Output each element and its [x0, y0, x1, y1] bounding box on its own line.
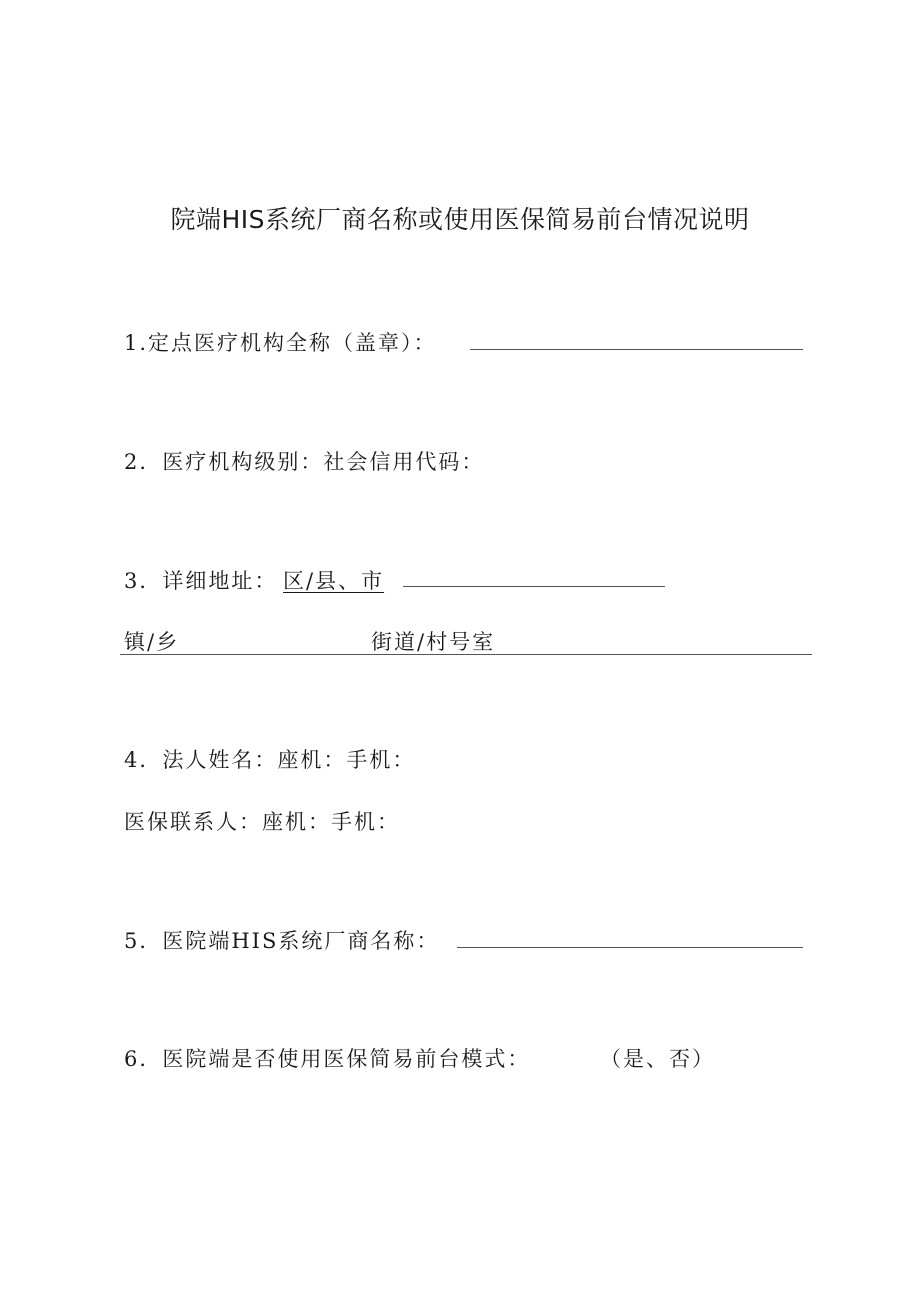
item-3-address-blank-line[interactable]: [403, 586, 665, 587]
item-5-blank-line[interactable]: [457, 947, 803, 948]
item-6-options: （是、否）: [600, 1047, 715, 1071]
item-3-town: 镇/乡: [124, 630, 180, 654]
item-1-label: 1.定点医疗机构全称（盖章）：: [124, 331, 437, 355]
item-3-district: 区/县、市: [283, 569, 385, 593]
item-1-blank-line[interactable]: [470, 349, 803, 350]
item-4-legal-person: 4．法人姓名：座机：手机：: [124, 748, 416, 772]
item-5-label: 5．医院端HIS系统厂商名称：: [124, 929, 440, 953]
item-6-label: 6．医院端是否使用医保简易前台模式：: [124, 1047, 531, 1071]
item-3-street: 街道/村号室: [371, 630, 496, 654]
item-3-street-blank-line[interactable]: [120, 654, 812, 655]
item-3-prefix: 3．详细地址：: [124, 569, 278, 593]
item-4-insurance-contact: 医保联系人：座机：手机：: [124, 810, 400, 834]
document-title: 院端HIS系统厂商名称或使用医保简易前台情况说明: [170, 205, 750, 234]
item-2-label: 2．医疗机构级别：社会信用代码：: [124, 450, 485, 474]
